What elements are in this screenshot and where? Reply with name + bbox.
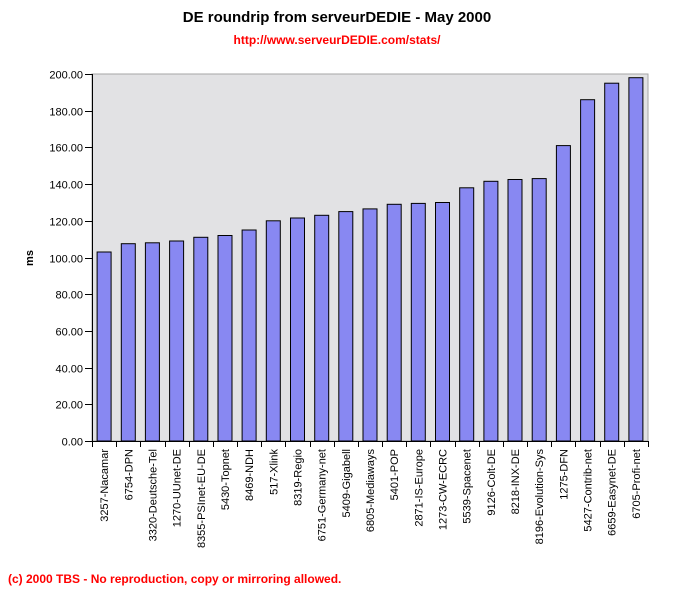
- y-tick-label: 80.00: [55, 289, 83, 302]
- bar-6705-Profi-net: [629, 78, 643, 441]
- x-label-5430-Topnet: 5430-Topnet: [220, 449, 232, 511]
- bar-8218-INX-DE: [508, 180, 522, 442]
- x-label-1275-DFN: 1275-DFN: [558, 449, 571, 500]
- bar-5409-Gigabell: [339, 212, 353, 441]
- x-label-3257-Nacamar: 3257-Nacamar: [99, 449, 112, 522]
- bar-8196-Evolution-Sys: [532, 179, 546, 441]
- bar-8319-Regio: [291, 218, 305, 441]
- x-label-2871-IS-Europe: 2871-IS-Europe: [413, 449, 426, 527]
- x-label-8469-NDH: 8469-NDH: [244, 449, 257, 501]
- x-label-1270-UUnet-DE: 1270-UUnet-DE: [171, 449, 184, 528]
- bar-9126-Colt-DE: [484, 181, 498, 441]
- bar-8469-NDH: [242, 230, 256, 441]
- bar-3320-Deutsche-Tel: [145, 243, 159, 441]
- bar-5539-Spacenet: [460, 188, 474, 441]
- x-label-6751-Germany-net: 6751-Germany-net: [316, 449, 329, 542]
- x-label-8355-PSInet-EU-DE: 8355-PSInet-EU-DE: [195, 449, 208, 549]
- bar-1270-UUnet-DE: [170, 241, 184, 441]
- x-label-6705-Profi-net: 6705-Profi-net: [630, 449, 643, 519]
- y-tick-label: 20.00: [55, 399, 83, 412]
- y-tick-label: 100.00: [49, 253, 83, 266]
- x-label-5427-Contrib-net: 5427-Contrib-net: [582, 449, 595, 532]
- bar-6751-Germany-net: [315, 215, 329, 441]
- copyright-notice: (c) 2000 TBS - No reproduction, copy or mirroring allowed.: [8, 572, 342, 586]
- bar-1275-DFN: [556, 146, 570, 441]
- bar-517-Xlink: [266, 221, 280, 441]
- bar-6805-Mediaways: [363, 209, 377, 441]
- chart-subtitle-url: http://www.serveurDEDIE.com/stats/: [233, 33, 441, 47]
- x-label-8319-Regio: 8319-Regio: [292, 449, 305, 506]
- y-tick-label: 140.00: [49, 179, 83, 192]
- x-label-3320-Deutsche-Tel: 3320-Deutsche-Tel: [147, 449, 160, 542]
- bar-3257-Nacamar: [97, 252, 111, 441]
- bar-5430-Topnet: [218, 236, 232, 442]
- x-label-8218-INX-DE: 8218-INX-DE: [510, 449, 522, 515]
- x-label-1273-CW-ECRC: 1273-CW-ECRC: [437, 449, 450, 531]
- bar-6659-Easynet-DE: [605, 83, 619, 441]
- y-tick-label: 160.00: [49, 142, 83, 155]
- x-label-8196-Evolution-Sys: 8196-Evolution-Sys: [534, 449, 547, 545]
- x-label-6754-DPN: 6754-DPN: [123, 449, 136, 501]
- bar-6754-DPN: [121, 244, 135, 441]
- y-tick-label: 200.00: [49, 69, 83, 82]
- y-tick-label: 180.00: [49, 106, 83, 119]
- bar-5427-Contrib-net: [581, 100, 595, 441]
- y-axis-title: ms: [24, 250, 36, 266]
- chart-title: DE roundrip from serveurDEDIE - May 2000: [182, 9, 492, 26]
- x-label-9126-Colt-DE: 9126-Colt-DE: [485, 449, 498, 516]
- x-label-6805-Mediaways: 6805-Mediaways: [365, 449, 377, 533]
- x-label-5539-Spacenet: 5539-Spacenet: [461, 449, 474, 524]
- x-label-5401-POP: 5401-POP: [389, 449, 402, 501]
- x-label-5409-Gigabell: 5409-Gigabell: [340, 449, 353, 518]
- bar-5401-POP: [387, 204, 401, 441]
- bar-1273-CW-ECRC: [436, 203, 450, 442]
- x-label-517-Xlink: 517-Xlink: [268, 449, 281, 495]
- y-tick-label: 40.00: [55, 363, 83, 376]
- y-tick-label: 60.00: [55, 326, 83, 339]
- x-label-6659-Easynet-DE: 6659-Easynet-DE: [606, 449, 619, 536]
- bar-2871-IS-Europe: [411, 203, 425, 441]
- y-tick-label: 120.00: [49, 216, 83, 229]
- bar-8355-PSInet-EU-DE: [194, 237, 208, 441]
- y-tick-label: 0.00: [61, 436, 83, 449]
